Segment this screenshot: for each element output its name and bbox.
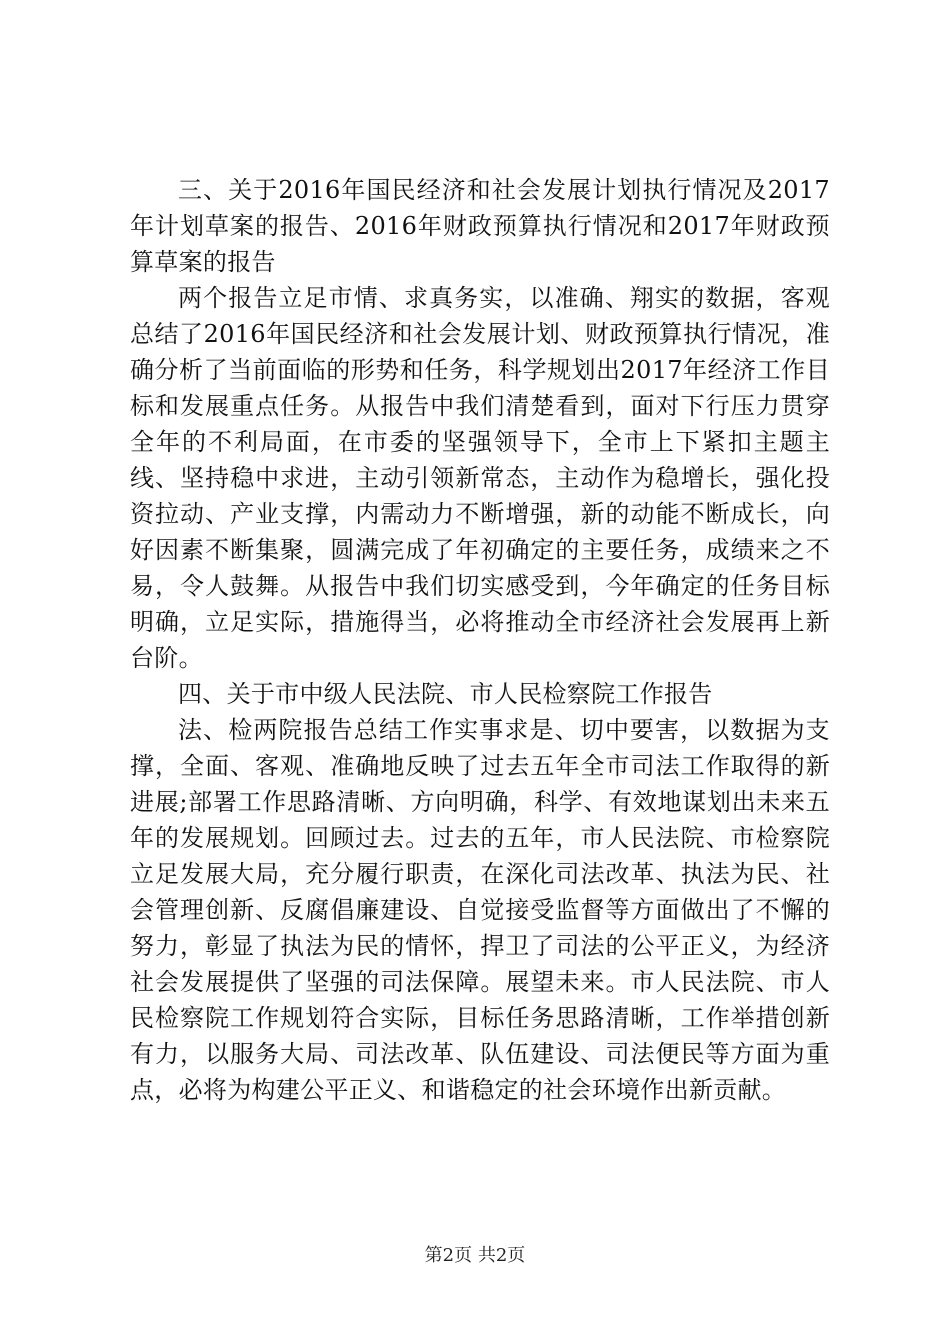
body-paragraph: 法、检两院报告总结工作实事求是、切中要害，以数据为支撑，全面、客观、准确地反映了过去五年全市司法工作取得的新进展;部署工作思路清晰、方向明确，科学、有效地谋划出未来五年的发展规划。回顾过去。过去的五年，市人民法院、市检察院立足发展大局，充分履行职责，在深化司法改革、执法为民、社会管理创新、反腐倡廉建设、自觉接受监督等方面做出了不懈的努力，彰显了执法为民的情怀，捍卫了司法的公平正义，为经济社会发展提供了坚强的司法保障。展望未来。市人民法院、市人民检察院工作规划符合实际，目标任务思路清晰，工作举措创新有力，以服务大局、司法改革、队伍建设、司法便民等方面为重点，必将为构建公平正义、和谐稳定的社会环境作出新贡献。 [130, 716, 830, 1104]
section-heading-3: 三、关于2016年国民经济和社会发展计划执行情况及2017年计划草案的报告、2016年财政预算执行情况和2017年财政预算草案的报告 [130, 176, 830, 276]
page-number-footer: 第2页 共2页 [424, 1245, 526, 1266]
document-body [130, 172, 830, 1108]
body-paragraph: 两个报告立足市情、求真务实，以准确、翔实的数据，客观总结了2016年国民经济和社会发展计划、财政预算执行情况，准确分析了当前面临的形势和任务，科学规划出2017年经济工作目标和发展重点任务。从报告中我们清楚看到，面对下行压力贯穿全年的不利局面，在市委的坚强领导下，全市上下紧扣主题主线、坚持稳中求进，主动引领新常态，主动作为稳增长，强化投资拉动、产业支撑，内需动力不断增强，新的动能不断成长，向好因素不断集聚，圆满完成了年初确定的主要任务，成绩来之不易，令人鼓舞。从报告中我们切实感受到，今年确定的任务目标明确，立足实际，措施得当，必将推动全市经济社会发展再上新台阶。 [130, 284, 830, 672]
section-heading-4: 四、关于市中级人民法院、市人民检察院工作报告 [178, 680, 713, 708]
